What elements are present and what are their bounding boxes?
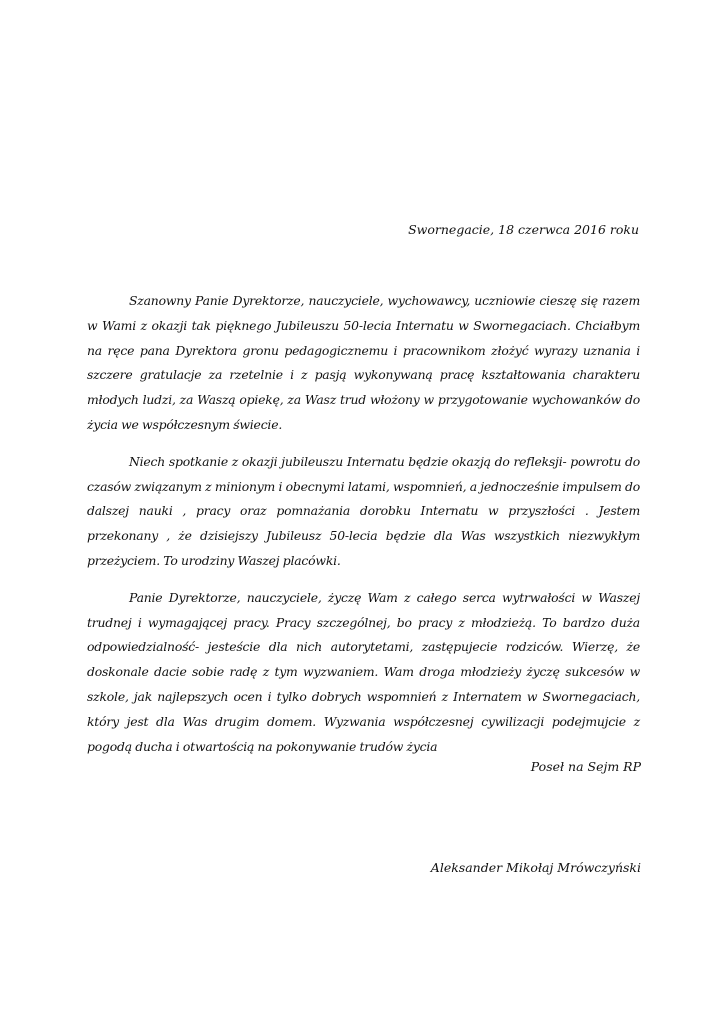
paragraph-wishes: Panie Dyrektorze, nauczyciele, życzę Wam z całego serca wytrwałości w Waszej trudnej i wymagającej pracy. Pracy szczególnej, bo pracy z młodzieżą. To bardzo duża odpowiedzialność- jesteście dla nich autorytetami, zastępujecie rodziców. Wierzę, że doskonale dacie sobie radę z tym wyzwaniem. Wam droga młodzieży życzę sukcesów w szkole, jak najlepszych ocen i tylko dobrych wspomnień z Internatem w Swornegaciach, który jest dla Was drugim domem. Wyzwania współczesnej cywilizacji podejmujcie z pogodą ducha i otwartością na pokonywanie trudów życia — [87, 589, 640, 754]
paragraph-greeting: Szanowny Panie Dyrektorze, nauczyciele, wychowawcy, uczniowie cieszę się razem w Wami z okazji tak pięknego Jubileuszu 50-lecia Internatu w Swornegaciach. Chciałbym na ręce pana Dyrektora gronu pedagogicznemu i pracownikom złożyć wyrazy uznania i szczere gratulacje za rzetelnie i z pasją wykonywaną pracę kształtowania charakteru młodych ludzi, za Waszą opiekę, za Wasz trud włożony w przygotowanie wychowanków do życia we współczesnym świecie. — [87, 293, 640, 432]
signatory-position: Poseł na Sejm RP — [530, 759, 641, 774]
signatory-name: Aleksander Mikołaj Mrówczyński — [430, 860, 641, 875]
letter-body — [87, 289, 640, 771]
paragraph-anniversary: Niech spotkanie z okazji jubileuszu Internatu będzie okazją do refleksji- powrotu do czasów związanym z minionym i obecnymi latami, wspomnień, a jednocześnie impulsem do dalszej nauki , pracy oraz pomnażania dorobku Internatu w przyszłości . Jestem przekonany , że dzisiejszy Jubileusz 50-lecia będzie dla Was wszystkich niezwykłym przeżyciem. To urodziny Waszej placówki. — [87, 453, 640, 568]
place-date: Swornegacie, 18 czerwca 2016 roku — [408, 222, 639, 237]
